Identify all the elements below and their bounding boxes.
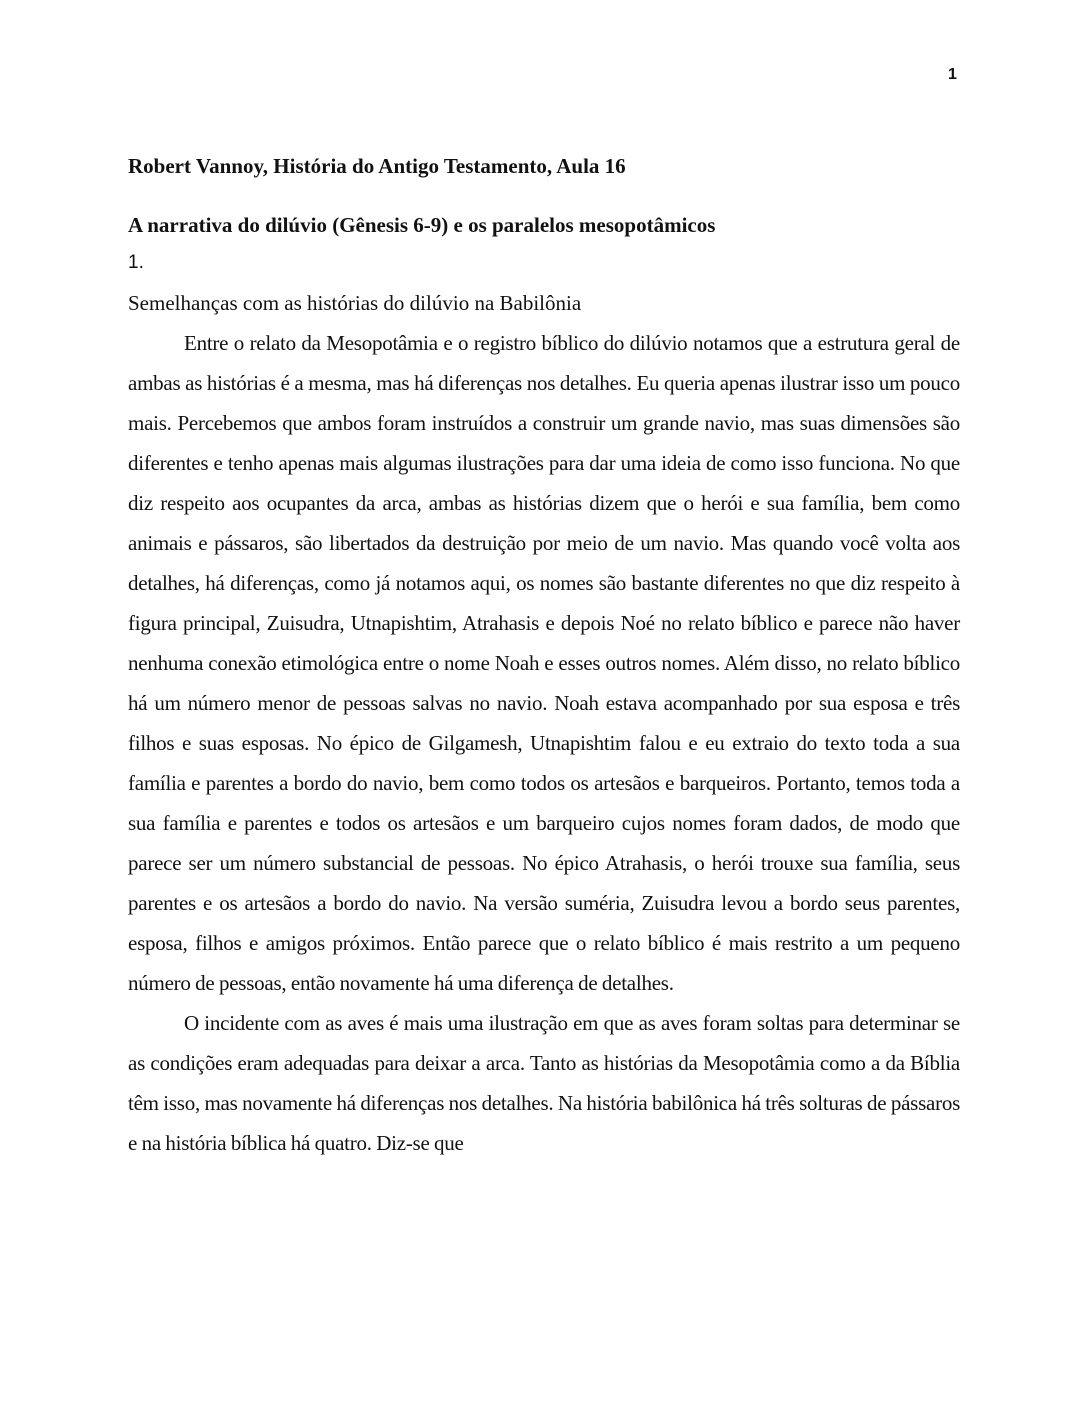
body-paragraph: Entre o relato da Mesopotâmia e o registro bíblico do dilúvio notamos que a estrutura geral de ambas as histórias é a mesma, mas há diferenças nos detalhes. Eu queria apenas ilustrar isso um pouco mais. Percebemos que ambos foram instruídos a construir um grande navio, mas suas dimensões são diferentes e tenho apenas mais algumas ilustrações para dar uma ideia de como isso funciona. No que diz respeito aos ocupantes da arca, ambas as histórias dizem que o herói e sua família, bem como animais e pássaros, são libertados da destruição por meio de um navio. Mas quando você volta aos detalhes, há diferenças, como já notamos aqui, os nomes são bastante diferentes no que diz respeito à figura principal, Zuisudra, Utnapishtim, Atrahasis e depois Noé no relato bíblico e parece não haver nenhuma conexão etimológica entre o nome Noah e esses outros nomes. Além disso, no relato bíblico há um número menor de pessoas salvas no navio. Noah estava acompanhado por sua esposa e três filhos e suas esposas. No épico de Gilgamesh, Utnapishtim falou e eu extraio do texto toda a sua família e parentes a bordo do navio, bem como todos os artesãos e barqueiros. Portanto, temos toda a sua família e parentes e todos os artesãos e um barqueiro cujos nomes foram dados, de modo que parece ser um número substancial de pessoas. No épico Atrahasis, o herói trouxe sua família, seus parentes e os artesãos a bordo do navio. Na versão suméria, Zuisudra levou a bordo seus parentes, esposa, filhos e amigos próximos. Então parece que o relato bíblico é mais restrito a um pequeno número de pessoas, então novamente há uma diferença de detalhes. bbox=[128, 331, 960, 995]
body-paragraph: O incidente com as aves é mais uma ilustração em que as aves foram soltas para determinar se as condições eram adequadas para deixar a arca. Tanto as histórias da Mesopotâmia como a da Bíblia têm isso, mas novamente há diferenças nos detalhes. Na história babilônica há três solturas de pássaros e na história bíblica há quatro. Diz-se que bbox=[128, 1011, 960, 1155]
document-title: Robert Vannoy, História do Antigo Testamento, Aula 16 bbox=[128, 154, 626, 178]
section-heading: Semelhanças com as histórias do dilúvio na Babilônia bbox=[128, 291, 582, 315]
document-subtitle: A narrativa do dilúvio (Gênesis 6-9) e os paralelos mesopotâmicos bbox=[128, 213, 716, 237]
page-number: 1 bbox=[948, 66, 957, 83]
document-body bbox=[128, 152, 960, 1163]
section-number: 1. bbox=[128, 252, 144, 273]
